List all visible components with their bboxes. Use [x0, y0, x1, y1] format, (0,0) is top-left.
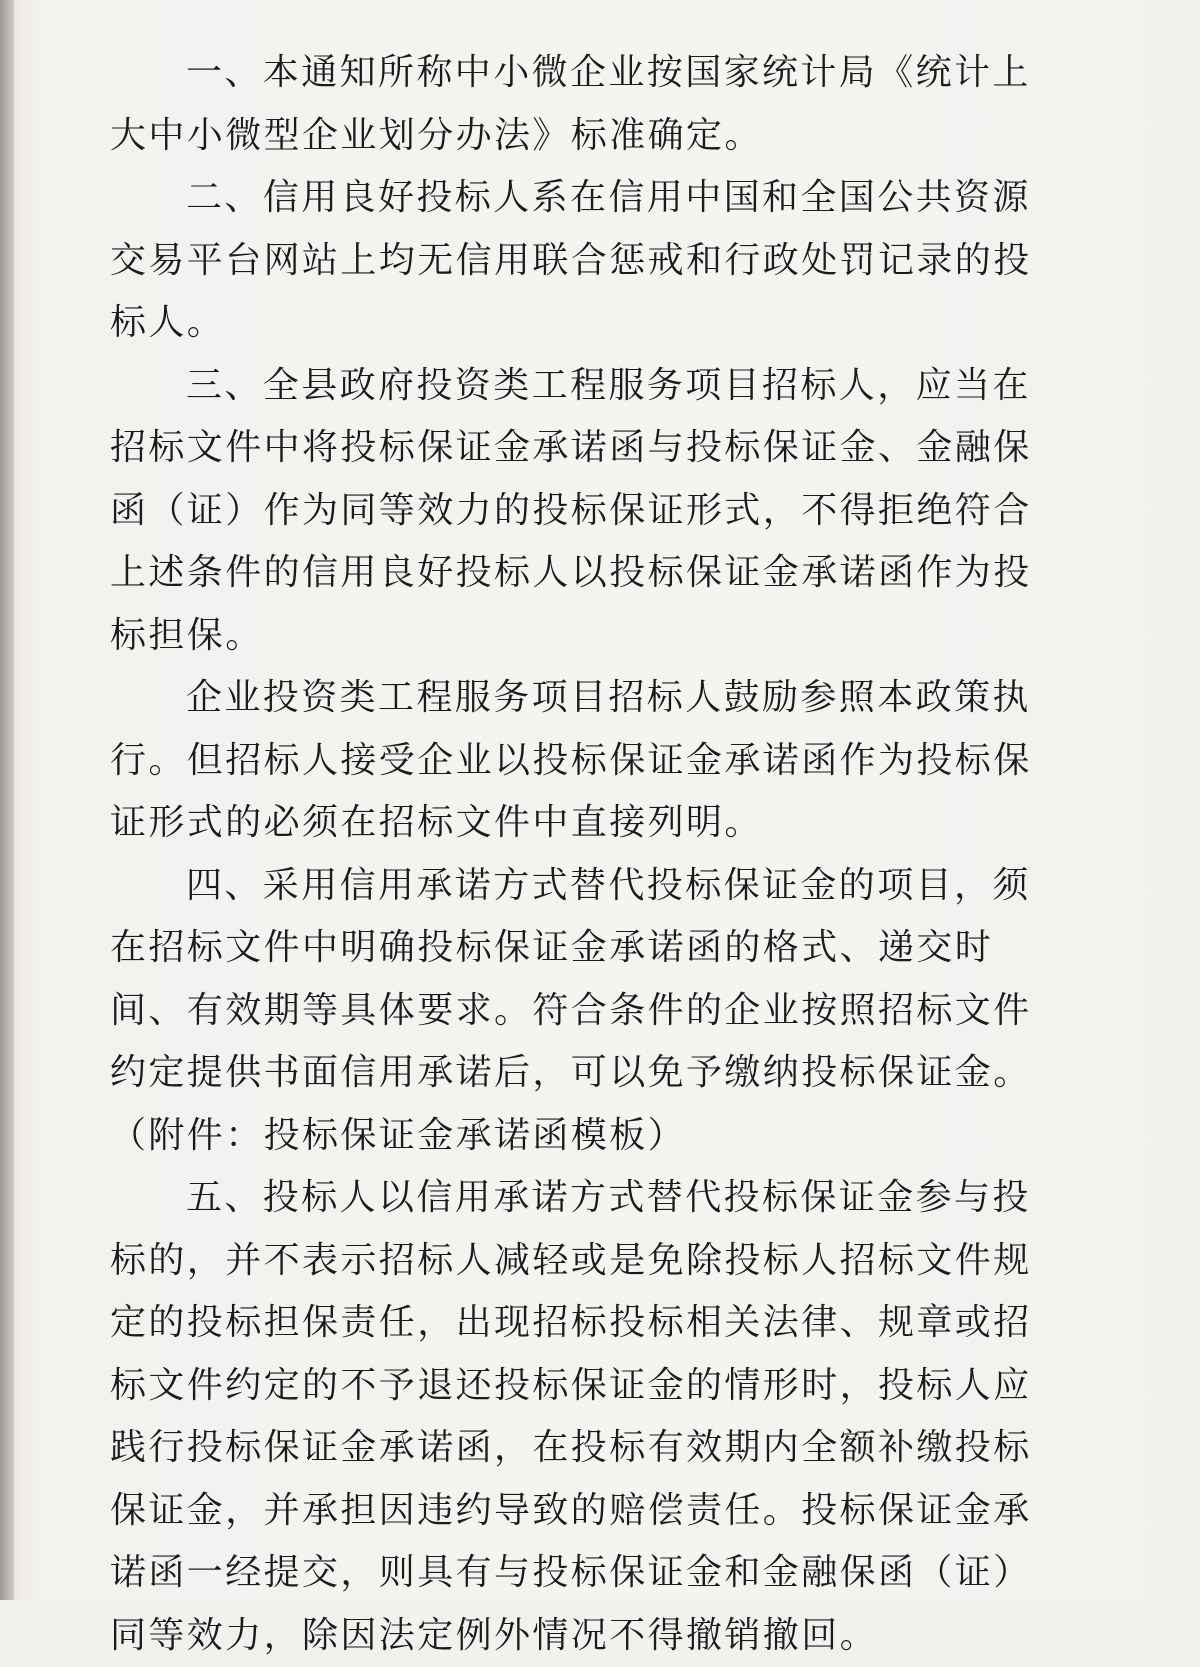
paragraph-2: 二、信用良好投标人系在信用中国和全国公共资源交易平台网站上均无信用联合惩戒和行政处罚记录的投标人。 — [110, 177, 1032, 343]
document-body — [110, 42, 1050, 1667]
page-edge-shadow — [0, 0, 14, 1600]
paragraph-1: 一、本通知所称中小微企业按国家统计局《统计上大中小微型企业划分办法》标准确定。 — [110, 52, 1031, 156]
paragraph-3: 三、全县政府投资类工程服务项目招标人，应当在招标文件中将投标保证金承诺函与投标保证金、金融保函（证）作为同等效力的投标保证形式，不得拒绝符合上述条件的信用良好投标人以投标保证金承诺函作为投标担保。 — [110, 364, 1032, 656]
paragraph-6: 五、投标人以信用承诺方式替代投标保证金参与投标的，并不表示招标人减轻或是免除投标人招标文件规定的投标担保责任，出现招标投标相关法律、规章或招标文件约定的不予退还投标保证金的情形时，投标人应践行投标保证金承诺函，在投标有效期内全额补缴投标保证金，并承担因违约导致的赔偿责任。投标保证金承诺函一经提交，则具有与投标保证金和金融保函（证）同等效力，除因法定例外情况不得撤销撤回。 — [110, 1177, 1032, 1656]
paragraph-5: 四、采用信用承诺方式替代投标保证金的项目，须在招标文件中明确投标保证金承诺函的格式、递交时间、有效期等具体要求。符合条件的企业按照招标文件约定提供书面信用承诺后，可以免予缴纳投标保证金。（附件：投标保证金承诺函模板） — [110, 864, 1032, 1156]
paragraph-4: 企业投资类工程服务项目招标人鼓励参照本政策执行。但招标人接受企业以投标保证金承诺函作为投标保证形式的必须在招标文件中直接列明。 — [110, 677, 1032, 843]
